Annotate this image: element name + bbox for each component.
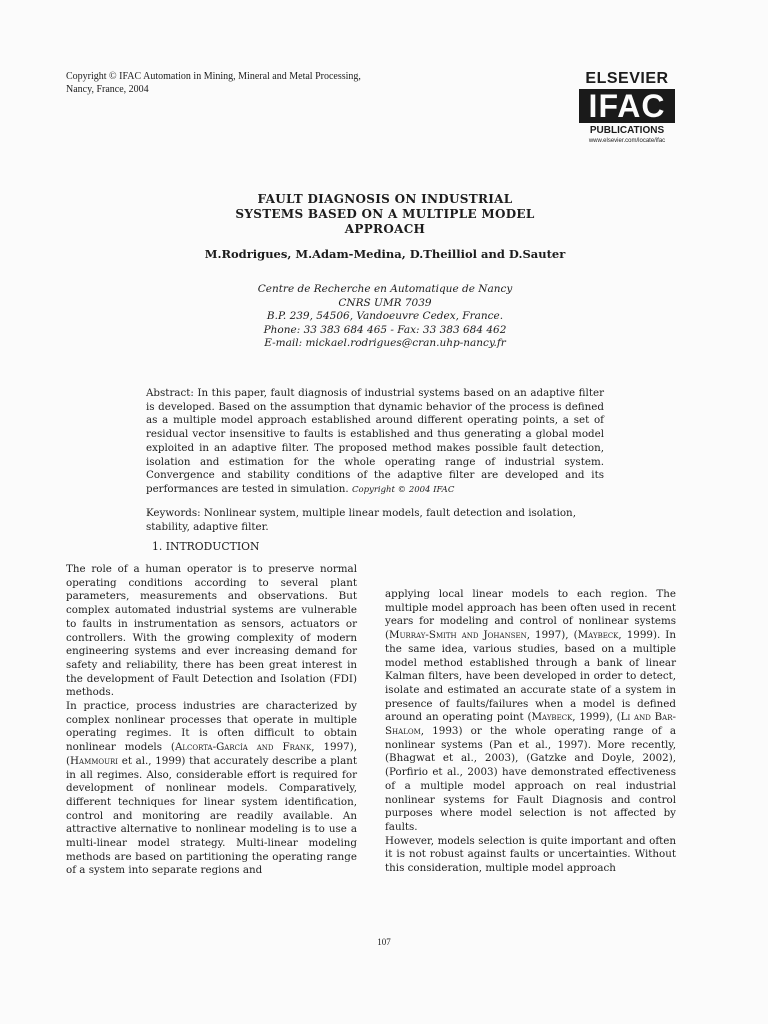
section-heading: 1. INTRODUCTION xyxy=(152,540,260,553)
title-line: FAULT DIAGNOSIS ON INDUSTRIAL xyxy=(257,192,513,206)
paragraph: The role of a human operator is to preserve normal operating conditions according to several plant parameters, measurements and observations. But complex automated industrial systems are vulnerable to faults in instrumentation as sensors, actuators or controllers. With the growing complexity of modern engineering systems and ever increasing demand for safety and reliability, there has been great interest in the development of Fault Detection and Isolation (FDI) methods. xyxy=(66,563,357,699)
citation: Murray-Smith and Johansen xyxy=(389,629,527,642)
paragraph-text: applying local linear models to each region. The multiple model approach has been often used in recent years for modeling and control of nonlinear systems ( xyxy=(385,588,676,642)
affiliation-block xyxy=(150,283,620,351)
abstract-text: Abstract: In this paper, fault diagnosis of industrial systems based on an adaptive filter is developed. Based on the assumption that dynamic behavior of the process is defined as a multiple model approach established around different operating points, a set of residual vector insensitive to faults is established and thus generating a global model exploited in an adaptive filter. The proposed method makes possible fault detection, isolation and estimation for the whole operating range of industrial system. Convergence and stability conditions of the adaptive filter are developed and its performances are tested in simulation. xyxy=(146,387,604,495)
affiliation-email: E-mail: mickael.rodrigues@cran.uhp-nancy.fr xyxy=(264,337,506,349)
citation: Hammouri xyxy=(70,754,119,767)
paragraph-text: , 1999), ( xyxy=(572,711,621,724)
right-column xyxy=(385,588,676,876)
paragraph-text: et al., 1999) that accurately describe a plant in all regimes. Also, considerable effort is required for development of nonlinear models. Comparatively, different techniques for linear system identification, control and monitoring are readily available. An attractive alternative to nonlinear modeling is to use a multi-linear model strategy. Multi-linear modeling methods are based on partitioning the operating range of a system into separate regions and xyxy=(66,754,357,877)
paragraph-text: , 1999). In the same idea, various studies, based on a multiple model method established through a bank of linear Kalman filters, have been developed in order to detect, isolate and estimated an accurate state of a system in presence of faults/failures when a model is defined around an operating point ( xyxy=(385,629,676,724)
logo-ifac-text: IFAC xyxy=(579,89,675,123)
paragraph-text: , 1997), ( xyxy=(526,629,578,642)
paragraph-text: In practice, process industries are characterized by complex nonlinear processes that operate in multiple operating regimes. It is often difficult to obtain nonlinear models ( xyxy=(66,700,357,754)
citation: Maybeck xyxy=(577,629,619,642)
page-number: 107 xyxy=(377,937,391,947)
citation: Li and Bar-Shalom xyxy=(385,711,676,738)
keywords: Keywords: Nonlinear system, multiple linear models, fault detection and isolation, stability, adaptive filter. xyxy=(146,507,576,533)
title-line: SYSTEMS BASED ON A MULTIPLE MODEL xyxy=(235,207,535,221)
logo-elsevier-text: ELSEVIER xyxy=(585,70,669,87)
paragraph xyxy=(66,700,357,878)
citation: Maybeck xyxy=(531,711,573,724)
paragraph xyxy=(385,588,676,835)
affiliation-line: B.P. 239, 54506, Vandoeuvre Cedex, France. xyxy=(266,310,504,322)
affiliation-line: Phone: 33 383 684 465 - Fax: 33 383 684 462 xyxy=(263,323,507,336)
copyright-line: Nancy, France, 2004 xyxy=(66,84,149,95)
citation: Alcorta-García and Frank xyxy=(174,741,312,754)
left-column xyxy=(66,563,357,878)
elsevier-ifac-logo xyxy=(572,70,682,145)
abstract-copyright: Copyright © 2004 IFAC xyxy=(351,484,455,495)
title-line: APPROACH xyxy=(344,222,426,236)
copyright-line: Copyright © IFAC Automation in Mining, Mineral and Metal Processing, xyxy=(66,71,361,82)
paragraph-text: , 1993) or the whole operating range of a nonlinear systems (Pan et al., 1997). More recently, (Bhagwat et al., 2003), (Gatzke and Doyle, 2002), (Porfirio et al., 2003) have demonstrated effectiveness of a multiple model approach on real industrial nonlinear systems for Fault Diagnosis and control purposes where model selection is not affected by faults. xyxy=(385,725,676,833)
paper-title xyxy=(150,192,620,237)
paragraph-text: , 1997), ( xyxy=(66,741,357,767)
logo-url: www.elsevier.com/locate/ifac xyxy=(588,138,666,144)
author-list: M.Rodrigues, M.Adam-Medina, D.Theilliol and D.Sauter xyxy=(204,247,566,261)
logo-publications-text: PUBLICATIONS xyxy=(589,125,665,136)
abstract xyxy=(146,387,604,498)
paragraph: However, models selection is quite important and often it is not robust against faults or uncertainties. Without this consideration, multiple model approach xyxy=(385,834,676,875)
copyright-notice xyxy=(66,70,426,96)
affiliation-line: Centre de Recherche en Automatique de Nancy xyxy=(257,283,513,295)
affiliation-line: CNRS UMR 7039 xyxy=(338,296,432,309)
